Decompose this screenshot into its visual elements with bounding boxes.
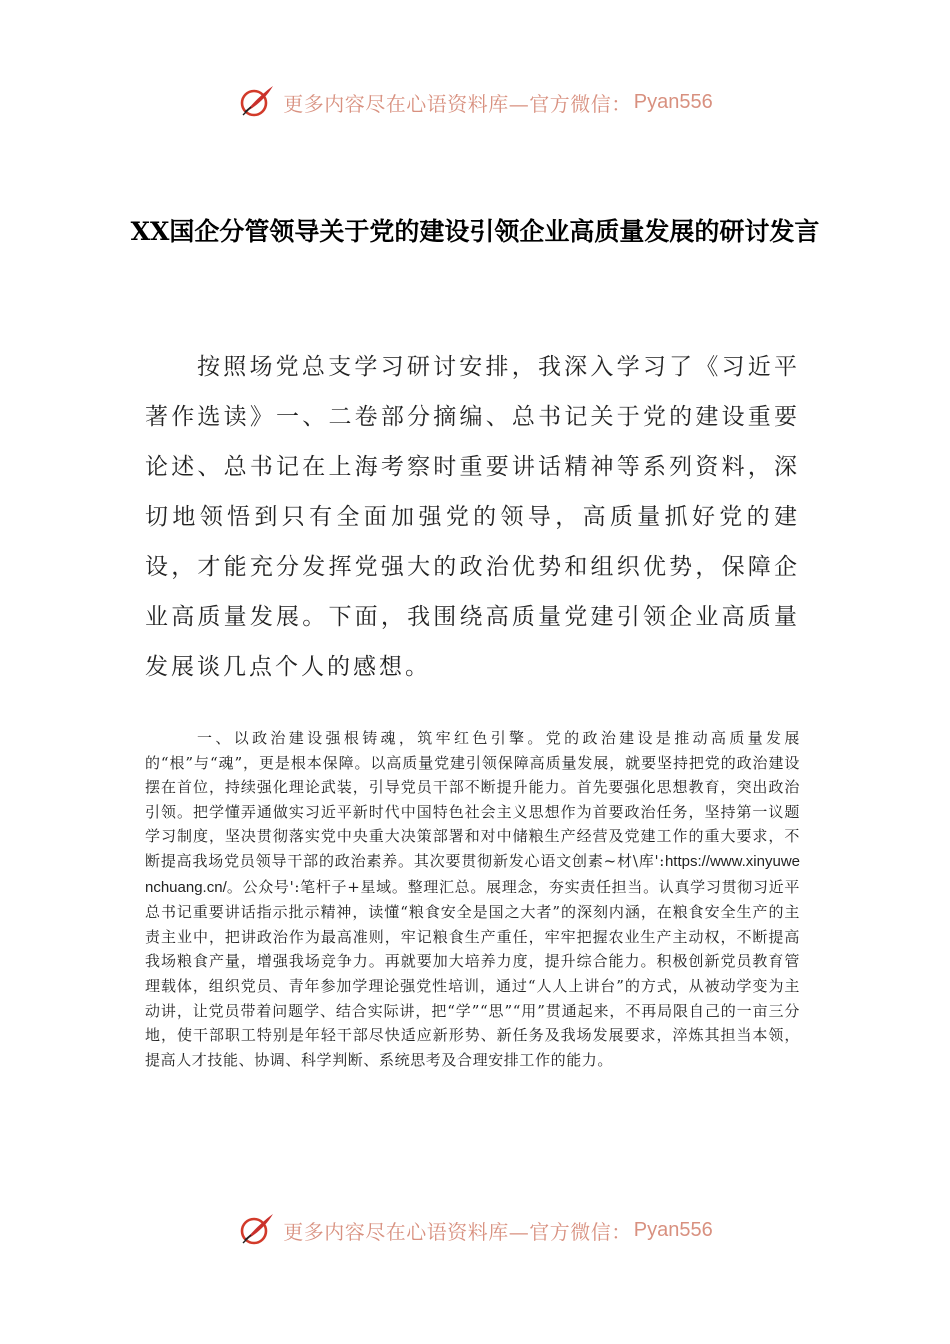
header-banner-text: 更多内容尽在心语资料库—官方微信： [283, 91, 632, 116]
quill-logo-icon [237, 1210, 277, 1250]
footer-banner-text: 更多内容尽在心语资料库—官方微信： [283, 1219, 632, 1244]
section-one-paragraph [145, 726, 800, 1072]
header-banner [0, 80, 950, 124]
footer-banner [0, 1208, 950, 1252]
quill-logo-icon [237, 82, 277, 122]
footer-wechat-id: Pyan556 [633, 1218, 713, 1241]
document-title: XX国企分管领导关于党的建设引领企业高质量发展的研讨发言 [130, 217, 820, 246]
section-one-url: https://www.xinyuwenchuang.cn/ [145, 852, 800, 896]
intro-paragraph: 按照场党总支学习研讨安排，我深入学习了《习近平著作选读》一、二卷部分摘编、总书记关于党的建设重要论述、总书记在上海考察时重要讲话精神等系列资料，深切地领悟到只有全面加强党的领导，高质量抓好党的建设，才能充分发挥党强大的政治优势和组织优势，保障企业高质量发展。下面，我围绕高质量党建引领企业高质量发展谈几点个人的感想。 [145, 354, 800, 680]
section-one-text-part1: 一、以政治建设强根铸魂，筑牢红色引擎。党的政治建设是推动高质量发展的“根”与“魂”，更是根本保障。以高质量党建引领保障高质量发展，就要坚持把党的政治建设摆在首位，持续强化理论武装，引导党员干部不断提升能力。首先要强化思想教育，突出政治引领。把学懂弄通做实习近平新时代中国特色社会主义思想作为首要政治任务，坚持第一议题学习制度，坚决贯彻落实党中央重大决策部署和对中储粮生产经营及党建工作的重大要求，不断提高我场党员领导干部的政治素养。其次要贯彻新发心语文创素~材\库': [145, 729, 800, 870]
header-wechat-id: Pyan556 [633, 90, 713, 113]
section-one-text-part2: 。公众号':笔杆子+星域。整理汇总。展理念，夯实责任担当。认真学习贯彻习近平总书记重要讲话指示批示精神，读懂“粮食安全是国之大者”的深刻内涵，在粮食安全生产的主责主业中，把讲政治作为最高准则，牢记粮食生产重任，牢牢把握农业生产主动权，不断提高我场粮食产量，增强我场竞争力。再就要加大培养力度，提升综合能力。积极创新党员教育管理载体，组织党员、青年参加学理论强党性培训，通过“人人上讲台”的方式，从被动学变为主动讲，让党员带着问题学、结合实际讲，把“学”“思”“用”贯通起来，不再局限自己的一亩三分地，使干部职工特别是年轻干部尽快适应新形势、新任务及我场发展要求，淬炼其担当本领，提高人才技能、协调、科学判断、系统思考及合理安排工作的能力。 [145, 877, 800, 1069]
